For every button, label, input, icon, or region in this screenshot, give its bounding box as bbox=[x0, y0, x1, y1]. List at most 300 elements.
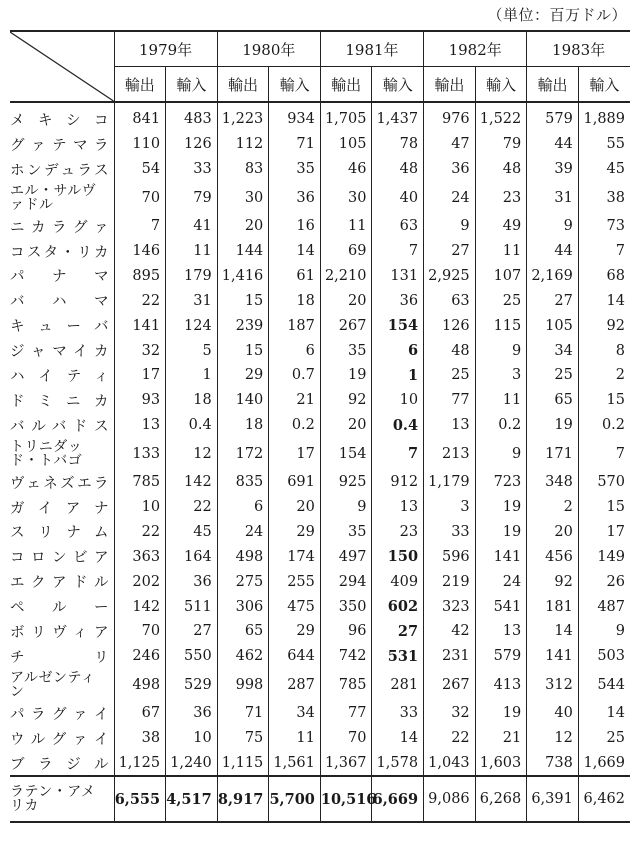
export-value: 2,210 bbox=[320, 263, 372, 288]
export-value: 54 bbox=[114, 157, 166, 182]
export-value: 141 bbox=[114, 313, 166, 338]
import-value: 24 bbox=[475, 569, 527, 594]
country-row bbox=[10, 544, 630, 569]
total-value: 6,391 bbox=[527, 776, 579, 822]
country-row bbox=[10, 313, 630, 338]
export-value: 22 bbox=[424, 726, 476, 751]
export-value: 2,925 bbox=[424, 263, 476, 288]
import-value: 487 bbox=[578, 594, 630, 619]
export-value: 25 bbox=[527, 363, 579, 388]
country-name: メキシコ bbox=[10, 112, 109, 129]
export-value: 20 bbox=[320, 288, 372, 313]
export-value: 835 bbox=[217, 470, 269, 495]
export-value: 146 bbox=[114, 239, 166, 264]
import-value: 18 bbox=[166, 388, 218, 413]
import-value: 0.2 bbox=[475, 413, 527, 438]
import-value: 79 bbox=[166, 182, 218, 214]
export-value: 976 bbox=[424, 102, 476, 132]
export-value: 9 bbox=[527, 214, 579, 239]
import-value: 73 bbox=[578, 214, 630, 239]
export-value: 44 bbox=[527, 132, 579, 157]
import-value: 78 bbox=[372, 132, 424, 157]
import-value: 1,669 bbox=[578, 751, 630, 777]
export-value: 47 bbox=[424, 132, 476, 157]
import-value: 27 bbox=[372, 619, 424, 644]
import-value: 34 bbox=[269, 701, 321, 726]
export-value: 140 bbox=[217, 388, 269, 413]
import-value: 11 bbox=[475, 239, 527, 264]
import-value: 1,889 bbox=[578, 102, 630, 132]
total-section bbox=[10, 776, 630, 822]
import-value: 71 bbox=[269, 132, 321, 157]
export-value: 32 bbox=[424, 701, 476, 726]
export-value: 22 bbox=[114, 288, 166, 313]
export-value: 785 bbox=[320, 669, 372, 701]
country-name: エル・サルヴァドル bbox=[10, 182, 97, 213]
country-name: アルゼンティン bbox=[10, 669, 96, 700]
import-value: 12 bbox=[166, 438, 218, 470]
country-name: パナマ bbox=[10, 269, 109, 286]
country-name: エクアドル bbox=[10, 575, 109, 592]
import-value: 550 bbox=[166, 644, 218, 669]
country-name: ニカラグァ bbox=[10, 219, 109, 236]
import-value: 49 bbox=[475, 214, 527, 239]
export-value: 77 bbox=[424, 388, 476, 413]
import-value: 691 bbox=[269, 470, 321, 495]
export-value: 154 bbox=[320, 438, 372, 470]
export-value: 30 bbox=[320, 182, 372, 214]
country-row bbox=[10, 157, 630, 182]
export-value: 350 bbox=[320, 594, 372, 619]
import-value: 0.2 bbox=[269, 413, 321, 438]
import-value: 7 bbox=[578, 239, 630, 264]
export-value: 15 bbox=[217, 338, 269, 363]
import-value: 21 bbox=[475, 726, 527, 751]
import-value: 48 bbox=[372, 157, 424, 182]
import-value: 29 bbox=[269, 519, 321, 544]
import-value: 15 bbox=[578, 388, 630, 413]
import-value: 79 bbox=[475, 132, 527, 157]
import-value: 150 bbox=[372, 544, 424, 569]
import-value: 7 bbox=[372, 239, 424, 264]
country-row bbox=[10, 102, 630, 132]
import-value: 0.4 bbox=[166, 413, 218, 438]
import-value: 287 bbox=[269, 669, 321, 701]
export-value: 462 bbox=[217, 644, 269, 669]
export-value: 105 bbox=[527, 313, 579, 338]
export-value: 75 bbox=[217, 726, 269, 751]
export-value: 2 bbox=[527, 495, 579, 520]
corner-diagonal-cell bbox=[10, 31, 114, 102]
import-value: 16 bbox=[269, 214, 321, 239]
import-value: 1,578 bbox=[372, 751, 424, 777]
import-value: 19 bbox=[475, 519, 527, 544]
country-rows bbox=[10, 102, 630, 776]
import-value: 579 bbox=[475, 644, 527, 669]
country-name: ウルグァイ bbox=[10, 731, 109, 748]
import-value: 141 bbox=[475, 544, 527, 569]
import-value: 10 bbox=[372, 388, 424, 413]
country-row bbox=[10, 726, 630, 751]
import-value: 23 bbox=[372, 519, 424, 544]
country-row bbox=[10, 751, 630, 777]
import-value: 92 bbox=[578, 313, 630, 338]
export-value: 9 bbox=[320, 495, 372, 520]
export-value: 323 bbox=[424, 594, 476, 619]
export-value: 34 bbox=[527, 338, 579, 363]
export-value: 895 bbox=[114, 263, 166, 288]
import-value: 11 bbox=[475, 388, 527, 413]
export-value: 1,115 bbox=[217, 751, 269, 777]
total-value: 6,462 bbox=[578, 776, 630, 822]
import-header: 輸入 bbox=[578, 67, 630, 103]
export-value: 48 bbox=[424, 338, 476, 363]
export-value: 70 bbox=[114, 182, 166, 214]
country-row bbox=[10, 388, 630, 413]
import-value: 41 bbox=[166, 214, 218, 239]
import-value: 1,522 bbox=[475, 102, 527, 132]
export-value: 306 bbox=[217, 594, 269, 619]
export-value: 312 bbox=[527, 669, 579, 701]
country-row bbox=[10, 669, 630, 701]
import-value: 107 bbox=[475, 263, 527, 288]
export-value: 1,125 bbox=[114, 751, 166, 777]
import-value: 1,240 bbox=[166, 751, 218, 777]
import-value: 19 bbox=[475, 701, 527, 726]
export-value: 42 bbox=[424, 619, 476, 644]
country-name: ヴェネズエラ bbox=[10, 475, 109, 492]
country-row bbox=[10, 519, 630, 544]
export-value: 29 bbox=[217, 363, 269, 388]
export-value: 22 bbox=[114, 519, 166, 544]
export-value: 65 bbox=[217, 619, 269, 644]
year-header: 1980年 bbox=[217, 31, 320, 67]
country-name: キューバ bbox=[10, 319, 109, 336]
export-value: 275 bbox=[217, 569, 269, 594]
export-value: 105 bbox=[320, 132, 372, 157]
import-value: 6 bbox=[372, 338, 424, 363]
import-value: 10 bbox=[166, 726, 218, 751]
import-value: 25 bbox=[475, 288, 527, 313]
year-header-row bbox=[10, 31, 630, 67]
import-value: 36 bbox=[166, 701, 218, 726]
import-value: 541 bbox=[475, 594, 527, 619]
total-value: 6,555 bbox=[114, 776, 166, 822]
export-value: 15 bbox=[217, 288, 269, 313]
total-value: 4,517 bbox=[166, 776, 218, 822]
export-value: 3 bbox=[424, 495, 476, 520]
export-value: 13 bbox=[114, 413, 166, 438]
export-value: 267 bbox=[424, 669, 476, 701]
year-header: 1982年 bbox=[424, 31, 527, 67]
export-value: 1,705 bbox=[320, 102, 372, 132]
export-value: 456 bbox=[527, 544, 579, 569]
country-row bbox=[10, 619, 630, 644]
unit-note: （単位：百万ドル） bbox=[487, 6, 627, 24]
country-row bbox=[10, 495, 630, 520]
export-header: 輸出 bbox=[114, 67, 166, 103]
import-value: 602 bbox=[372, 594, 424, 619]
export-value: 70 bbox=[320, 726, 372, 751]
export-value: 126 bbox=[424, 313, 476, 338]
import-value: 1 bbox=[166, 363, 218, 388]
year-header: 1979年 bbox=[114, 31, 217, 67]
import-value: 503 bbox=[578, 644, 630, 669]
import-value: 154 bbox=[372, 313, 424, 338]
import-value: 115 bbox=[475, 313, 527, 338]
import-value: 483 bbox=[166, 102, 218, 132]
import-value: 18 bbox=[269, 288, 321, 313]
import-value: 27 bbox=[166, 619, 218, 644]
export-value: 71 bbox=[217, 701, 269, 726]
country-name: ホンデュラス bbox=[10, 162, 109, 179]
country-row bbox=[10, 413, 630, 438]
trade-table bbox=[10, 30, 630, 823]
import-value: 35 bbox=[269, 157, 321, 182]
export-value: 17 bbox=[114, 363, 166, 388]
import-value: 26 bbox=[578, 569, 630, 594]
export-value: 35 bbox=[320, 519, 372, 544]
export-value: 1,416 bbox=[217, 263, 269, 288]
export-value: 93 bbox=[114, 388, 166, 413]
export-value: 96 bbox=[320, 619, 372, 644]
country-row bbox=[10, 644, 630, 669]
import-value: 19 bbox=[475, 495, 527, 520]
import-value: 9 bbox=[578, 619, 630, 644]
import-value: 36 bbox=[166, 569, 218, 594]
import-value: 13 bbox=[372, 495, 424, 520]
export-value: 32 bbox=[114, 338, 166, 363]
import-value: 255 bbox=[269, 569, 321, 594]
import-value: 20 bbox=[269, 495, 321, 520]
import-value: 36 bbox=[372, 288, 424, 313]
import-value: 529 bbox=[166, 669, 218, 701]
export-value: 14 bbox=[527, 619, 579, 644]
export-value: 172 bbox=[217, 438, 269, 470]
import-value: 413 bbox=[475, 669, 527, 701]
country-name: ボリヴィア bbox=[10, 624, 109, 641]
import-value: 644 bbox=[269, 644, 321, 669]
import-value: 3 bbox=[475, 363, 527, 388]
import-value: 5 bbox=[166, 338, 218, 363]
country-row bbox=[10, 263, 630, 288]
export-value: 25 bbox=[424, 363, 476, 388]
country-name: ドミニカ bbox=[10, 393, 109, 410]
import-value: 48 bbox=[475, 157, 527, 182]
import-value: 7 bbox=[372, 438, 424, 470]
import-value: 13 bbox=[475, 619, 527, 644]
export-value: 213 bbox=[424, 438, 476, 470]
country-name: ペルー bbox=[10, 600, 109, 617]
export-value: 497 bbox=[320, 544, 372, 569]
export-value: 20 bbox=[320, 413, 372, 438]
import-value: 174 bbox=[269, 544, 321, 569]
export-value: 92 bbox=[320, 388, 372, 413]
import-value: 61 bbox=[269, 263, 321, 288]
export-value: 83 bbox=[217, 157, 269, 182]
import-value: 1,603 bbox=[475, 751, 527, 777]
import-value: 0.4 bbox=[372, 413, 424, 438]
import-value: 55 bbox=[578, 132, 630, 157]
import-value: 33 bbox=[372, 701, 424, 726]
import-value: 11 bbox=[166, 239, 218, 264]
export-value: 77 bbox=[320, 701, 372, 726]
export-value: 239 bbox=[217, 313, 269, 338]
country-name: ジャマイカ bbox=[10, 344, 109, 361]
import-value: 45 bbox=[166, 519, 218, 544]
import-header: 輸入 bbox=[269, 67, 321, 103]
export-header: 輸出 bbox=[217, 67, 269, 103]
country-name: ハイティ bbox=[10, 368, 109, 385]
export-value: 67 bbox=[114, 701, 166, 726]
country-name: ガイアナ bbox=[10, 500, 109, 517]
export-value: 202 bbox=[114, 569, 166, 594]
export-value: 30 bbox=[217, 182, 269, 214]
export-value: 2,169 bbox=[527, 263, 579, 288]
export-value: 596 bbox=[424, 544, 476, 569]
total-label: ラテン・アメリカ bbox=[10, 784, 96, 815]
import-value: 29 bbox=[269, 619, 321, 644]
export-value: 20 bbox=[527, 519, 579, 544]
import-header: 輸入 bbox=[475, 67, 527, 103]
export-value: 133 bbox=[114, 438, 166, 470]
export-value: 6 bbox=[217, 495, 269, 520]
import-value: 164 bbox=[166, 544, 218, 569]
country-row bbox=[10, 132, 630, 157]
import-value: 23 bbox=[475, 182, 527, 214]
export-value: 12 bbox=[527, 726, 579, 751]
export-header: 輸出 bbox=[320, 67, 372, 103]
total-value: 10,516 bbox=[320, 776, 372, 822]
country-row bbox=[10, 569, 630, 594]
import-value: 912 bbox=[372, 470, 424, 495]
export-value: 10 bbox=[114, 495, 166, 520]
import-value: 6 bbox=[269, 338, 321, 363]
export-value: 46 bbox=[320, 157, 372, 182]
export-value: 7 bbox=[114, 214, 166, 239]
country-row bbox=[10, 363, 630, 388]
import-value: 0.7 bbox=[269, 363, 321, 388]
import-value: 33 bbox=[166, 157, 218, 182]
export-value: 65 bbox=[527, 388, 579, 413]
export-value: 144 bbox=[217, 239, 269, 264]
total-value: 8,917 bbox=[217, 776, 269, 822]
import-value: 9 bbox=[475, 438, 527, 470]
import-value: 17 bbox=[269, 438, 321, 470]
export-value: 742 bbox=[320, 644, 372, 669]
export-value: 24 bbox=[217, 519, 269, 544]
import-value: 124 bbox=[166, 313, 218, 338]
diagonal-line bbox=[10, 32, 114, 101]
export-value: 27 bbox=[527, 288, 579, 313]
export-value: 39 bbox=[527, 157, 579, 182]
import-value: 15 bbox=[578, 495, 630, 520]
import-value: 1 bbox=[372, 363, 424, 388]
country-row bbox=[10, 594, 630, 619]
import-value: 149 bbox=[578, 544, 630, 569]
import-value: 21 bbox=[269, 388, 321, 413]
export-value: 219 bbox=[424, 569, 476, 594]
export-value: 33 bbox=[424, 519, 476, 544]
country-name: グァテマラ bbox=[10, 137, 109, 154]
import-value: 22 bbox=[166, 495, 218, 520]
export-value: 44 bbox=[527, 239, 579, 264]
export-header: 輸出 bbox=[527, 67, 579, 103]
import-value: 187 bbox=[269, 313, 321, 338]
import-value: 38 bbox=[578, 182, 630, 214]
country-row bbox=[10, 239, 630, 264]
country-row bbox=[10, 470, 630, 495]
export-value: 1,043 bbox=[424, 751, 476, 777]
import-value: 9 bbox=[475, 338, 527, 363]
export-value: 171 bbox=[527, 438, 579, 470]
export-value: 785 bbox=[114, 470, 166, 495]
import-value: 934 bbox=[269, 102, 321, 132]
export-value: 925 bbox=[320, 470, 372, 495]
export-value: 579 bbox=[527, 102, 579, 132]
export-value: 498 bbox=[217, 544, 269, 569]
country-row bbox=[10, 182, 630, 214]
total-value: 9,086 bbox=[424, 776, 476, 822]
import-value: 570 bbox=[578, 470, 630, 495]
import-value: 1,437 bbox=[372, 102, 424, 132]
import-value: 281 bbox=[372, 669, 424, 701]
import-value: 14 bbox=[372, 726, 424, 751]
export-value: 70 bbox=[114, 619, 166, 644]
export-value: 1,223 bbox=[217, 102, 269, 132]
import-value: 2 bbox=[578, 363, 630, 388]
export-value: 267 bbox=[320, 313, 372, 338]
export-value: 998 bbox=[217, 669, 269, 701]
export-value: 13 bbox=[424, 413, 476, 438]
import-value: 544 bbox=[578, 669, 630, 701]
import-value: 14 bbox=[578, 288, 630, 313]
import-value: 45 bbox=[578, 157, 630, 182]
import-value: 409 bbox=[372, 569, 424, 594]
country-name: バルバドス bbox=[10, 418, 109, 435]
import-value: 511 bbox=[166, 594, 218, 619]
export-value: 231 bbox=[424, 644, 476, 669]
export-value: 40 bbox=[527, 701, 579, 726]
export-value: 110 bbox=[114, 132, 166, 157]
import-value: 126 bbox=[166, 132, 218, 157]
country-name: コスタ・リカ bbox=[10, 244, 109, 261]
import-value: 14 bbox=[578, 701, 630, 726]
export-header: 輸出 bbox=[424, 67, 476, 103]
export-value: 24 bbox=[424, 182, 476, 214]
import-header: 輸入 bbox=[166, 67, 218, 103]
export-value: 181 bbox=[527, 594, 579, 619]
country-row bbox=[10, 438, 630, 470]
export-value: 36 bbox=[424, 157, 476, 182]
import-value: 25 bbox=[578, 726, 630, 751]
export-value: 35 bbox=[320, 338, 372, 363]
import-value: 68 bbox=[578, 263, 630, 288]
country-name: チリ bbox=[10, 649, 109, 666]
export-value: 1,367 bbox=[320, 751, 372, 777]
country-name: パラグァイ bbox=[10, 706, 109, 723]
export-value: 38 bbox=[114, 726, 166, 751]
country-name: コロンビア bbox=[10, 550, 109, 567]
import-value: 31 bbox=[166, 288, 218, 313]
export-value: 63 bbox=[424, 288, 476, 313]
country-name: スリナム bbox=[10, 525, 109, 542]
country-row bbox=[10, 214, 630, 239]
total-value: 6,268 bbox=[475, 776, 527, 822]
year-header: 1983年 bbox=[527, 31, 630, 67]
country-name: バハマ bbox=[10, 294, 109, 311]
import-value: 14 bbox=[269, 239, 321, 264]
